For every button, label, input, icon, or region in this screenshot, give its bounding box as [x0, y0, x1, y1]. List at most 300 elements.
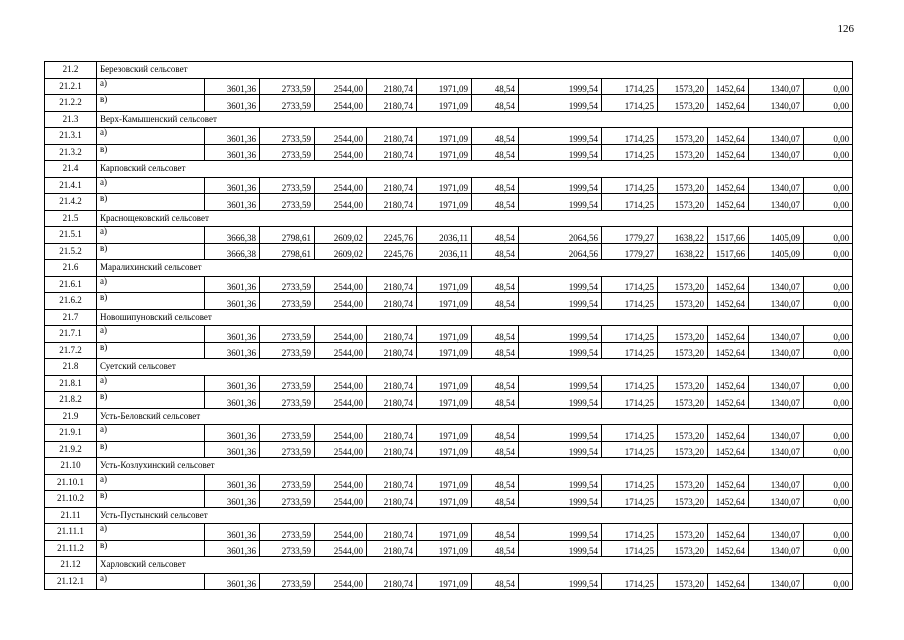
value-cell: 1714,25 [602, 177, 658, 194]
value-cell: 2733,59 [260, 342, 315, 359]
value-cell: 2733,59 [260, 128, 315, 145]
value-cell: 0,00 [804, 573, 853, 590]
section-header-row [45, 210, 853, 227]
value-cell: 48,54 [472, 194, 519, 211]
row-subitem: а) [97, 573, 205, 590]
value-cell: 0,00 [804, 243, 853, 260]
section-header-row [45, 507, 853, 524]
value-cell: 0,00 [804, 540, 853, 557]
value-cell: 1573,20 [658, 326, 708, 343]
value-cell: 2733,59 [260, 78, 315, 95]
value-cell: 1452,64 [708, 194, 749, 211]
value-cell: 48,54 [472, 441, 519, 458]
value-cell: 1517,66 [708, 243, 749, 260]
value-cell: 2733,59 [260, 540, 315, 557]
section-name: Харловский сельсовет [97, 557, 853, 574]
row-code: 21.4.1 [45, 177, 97, 194]
table-row [45, 441, 853, 458]
section-name: Суетский сельсовет [97, 359, 853, 376]
value-cell: 1573,20 [658, 177, 708, 194]
value-cell: 1999,54 [519, 441, 602, 458]
table-row [45, 425, 853, 442]
row-code: 21.6.1 [45, 276, 97, 293]
value-cell: 48,54 [472, 144, 519, 161]
value-cell: 1999,54 [519, 78, 602, 95]
row-subitem: а) [97, 78, 205, 95]
row-code: 21.3.1 [45, 128, 97, 145]
value-cell: 2064,56 [519, 243, 602, 260]
row-code: 21.2.2 [45, 95, 97, 112]
value-cell: 1573,20 [658, 573, 708, 590]
value-cell: 1714,25 [602, 441, 658, 458]
table-row [45, 326, 853, 343]
row-code: 21.8.2 [45, 392, 97, 409]
value-cell: 1999,54 [519, 524, 602, 541]
value-cell: 1452,64 [708, 524, 749, 541]
row-code: 21.10.1 [45, 474, 97, 491]
value-cell: 1971,09 [417, 276, 472, 293]
row-subitem: а) [97, 177, 205, 194]
value-cell: 2733,59 [260, 573, 315, 590]
section-code: 21.4 [45, 161, 97, 178]
value-cell: 0,00 [804, 128, 853, 145]
value-cell: 1573,20 [658, 276, 708, 293]
section-header-row [45, 359, 853, 376]
value-cell: 2180,74 [367, 177, 417, 194]
value-cell: 2733,59 [260, 95, 315, 112]
value-cell: 1971,09 [417, 177, 472, 194]
value-cell: 1452,64 [708, 128, 749, 145]
section-header-row [45, 161, 853, 178]
value-cell: 1573,20 [658, 128, 708, 145]
value-cell: 0,00 [804, 194, 853, 211]
value-cell: 48,54 [472, 392, 519, 409]
row-code: 21.5.2 [45, 243, 97, 260]
section-code: 21.10 [45, 458, 97, 475]
value-cell: 1971,09 [417, 491, 472, 508]
value-cell: 0,00 [804, 425, 853, 442]
value-cell: 2180,74 [367, 524, 417, 541]
table-row [45, 524, 853, 541]
value-cell: 1340,07 [749, 441, 804, 458]
value-cell: 1405,09 [749, 227, 804, 244]
value-cell: 3601,36 [205, 177, 260, 194]
value-cell: 1405,09 [749, 243, 804, 260]
row-code: 21.11.2 [45, 540, 97, 557]
section-name: Усть-Козлухинский сельсовет [97, 458, 853, 475]
value-cell: 2180,74 [367, 128, 417, 145]
value-cell: 1573,20 [658, 293, 708, 310]
value-cell: 3666,38 [205, 243, 260, 260]
value-cell: 48,54 [472, 540, 519, 557]
value-cell: 1714,25 [602, 95, 658, 112]
value-cell: 1452,64 [708, 276, 749, 293]
row-subitem: а) [97, 326, 205, 343]
value-cell: 2544,00 [315, 276, 367, 293]
value-cell: 1714,25 [602, 540, 658, 557]
value-cell: 3601,36 [205, 573, 260, 590]
value-cell: 1452,64 [708, 474, 749, 491]
value-cell: 2245,76 [367, 227, 417, 244]
value-cell: 1340,07 [749, 342, 804, 359]
value-cell: 1340,07 [749, 392, 804, 409]
value-cell: 1971,09 [417, 293, 472, 310]
section-header-row [45, 62, 853, 79]
value-cell: 3601,36 [205, 392, 260, 409]
value-cell: 3601,36 [205, 524, 260, 541]
value-cell: 1452,64 [708, 425, 749, 442]
row-code: 21.4.2 [45, 194, 97, 211]
value-cell: 1714,25 [602, 573, 658, 590]
value-cell: 48,54 [472, 78, 519, 95]
value-cell: 1779,27 [602, 227, 658, 244]
table-row [45, 78, 853, 95]
value-cell: 3601,36 [205, 194, 260, 211]
value-cell: 1573,20 [658, 392, 708, 409]
value-cell: 1999,54 [519, 276, 602, 293]
row-subitem: в) [97, 342, 205, 359]
row-subitem: а) [97, 128, 205, 145]
value-cell: 1714,25 [602, 293, 658, 310]
value-cell: 2544,00 [315, 474, 367, 491]
table-row [45, 573, 853, 590]
section-code: 21.12 [45, 557, 97, 574]
table-row [45, 342, 853, 359]
value-cell: 1999,54 [519, 194, 602, 211]
value-cell: 2544,00 [315, 177, 367, 194]
value-cell: 1714,25 [602, 194, 658, 211]
value-cell: 48,54 [472, 95, 519, 112]
value-cell: 48,54 [472, 177, 519, 194]
value-cell: 2733,59 [260, 293, 315, 310]
value-cell: 1714,25 [602, 78, 658, 95]
table-row [45, 128, 853, 145]
value-cell: 1517,66 [708, 227, 749, 244]
value-cell: 1452,64 [708, 342, 749, 359]
value-cell: 48,54 [472, 342, 519, 359]
value-cell: 0,00 [804, 177, 853, 194]
page-number: 126 [837, 23, 854, 35]
value-cell: 1573,20 [658, 491, 708, 508]
value-cell: 1999,54 [519, 491, 602, 508]
value-cell: 1714,25 [602, 524, 658, 541]
value-cell: 1573,20 [658, 342, 708, 359]
value-cell: 1971,09 [417, 441, 472, 458]
value-cell: 1714,25 [602, 425, 658, 442]
row-subitem: а) [97, 375, 205, 392]
value-cell: 1999,54 [519, 425, 602, 442]
value-cell: 1452,64 [708, 392, 749, 409]
section-code: 21.5 [45, 210, 97, 227]
table-row [45, 491, 853, 508]
value-cell: 2798,61 [260, 227, 315, 244]
value-cell: 1971,09 [417, 540, 472, 557]
value-cell: 0,00 [804, 293, 853, 310]
value-cell: 2245,76 [367, 243, 417, 260]
value-cell: 3666,38 [205, 227, 260, 244]
section-header-row [45, 408, 853, 425]
row-subitem: в) [97, 95, 205, 112]
value-cell: 2544,00 [315, 144, 367, 161]
value-cell: 2180,74 [367, 441, 417, 458]
value-cell: 2733,59 [260, 524, 315, 541]
value-cell: 1638,22 [658, 243, 708, 260]
value-cell: 0,00 [804, 524, 853, 541]
value-cell: 1340,07 [749, 474, 804, 491]
row-subitem: в) [97, 392, 205, 409]
value-cell: 1452,64 [708, 441, 749, 458]
value-cell: 1340,07 [749, 144, 804, 161]
value-cell: 2544,00 [315, 78, 367, 95]
value-cell: 2544,00 [315, 342, 367, 359]
value-cell: 2798,61 [260, 243, 315, 260]
value-cell: 0,00 [804, 78, 853, 95]
value-cell: 2180,74 [367, 194, 417, 211]
value-cell: 1638,22 [658, 227, 708, 244]
value-cell: 1714,25 [602, 342, 658, 359]
value-cell: 0,00 [804, 326, 853, 343]
value-cell: 3601,36 [205, 144, 260, 161]
value-cell: 1971,09 [417, 128, 472, 145]
value-cell: 2180,74 [367, 276, 417, 293]
value-cell: 2733,59 [260, 392, 315, 409]
value-cell: 2180,74 [367, 540, 417, 557]
value-cell: 0,00 [804, 491, 853, 508]
value-cell: 48,54 [472, 227, 519, 244]
section-header-row [45, 260, 853, 277]
value-cell: 0,00 [804, 474, 853, 491]
value-cell: 1573,20 [658, 78, 708, 95]
value-cell: 3601,36 [205, 441, 260, 458]
value-cell: 2180,74 [367, 293, 417, 310]
value-cell: 1573,20 [658, 441, 708, 458]
table-row [45, 243, 853, 260]
value-cell: 1714,25 [602, 491, 658, 508]
section-header-row [45, 111, 853, 128]
row-subitem: в) [97, 194, 205, 211]
value-cell: 1452,64 [708, 177, 749, 194]
section-code: 21.7 [45, 309, 97, 326]
value-cell: 2609,02 [315, 243, 367, 260]
value-cell: 3601,36 [205, 474, 260, 491]
value-cell: 1999,54 [519, 128, 602, 145]
value-cell: 1340,07 [749, 573, 804, 590]
value-cell: 48,54 [472, 276, 519, 293]
row-subitem: а) [97, 524, 205, 541]
table-row [45, 540, 853, 557]
value-cell: 2544,00 [315, 441, 367, 458]
value-cell: 1340,07 [749, 491, 804, 508]
value-cell: 1971,09 [417, 425, 472, 442]
value-cell: 0,00 [804, 392, 853, 409]
section-name: Верх-Камышенский сельсовет [97, 111, 853, 128]
value-cell: 1999,54 [519, 177, 602, 194]
value-cell: 48,54 [472, 524, 519, 541]
value-cell: 1999,54 [519, 573, 602, 590]
value-cell: 3601,36 [205, 128, 260, 145]
value-cell: 1573,20 [658, 425, 708, 442]
value-cell: 2544,00 [315, 425, 367, 442]
value-cell: 1714,25 [602, 276, 658, 293]
row-code: 21.12.1 [45, 573, 97, 590]
value-cell: 2544,00 [315, 540, 367, 557]
value-cell: 3601,36 [205, 276, 260, 293]
row-subitem: в) [97, 491, 205, 508]
section-name: Маралихинский сельсовет [97, 260, 853, 277]
value-cell: 1340,07 [749, 177, 804, 194]
row-code: 21.6.2 [45, 293, 97, 310]
value-cell: 2544,00 [315, 326, 367, 343]
value-cell: 1779,27 [602, 243, 658, 260]
section-name: Карповский сельсовет [97, 161, 853, 178]
value-cell: 1971,09 [417, 375, 472, 392]
value-cell: 1452,64 [708, 78, 749, 95]
value-cell: 2544,00 [315, 375, 367, 392]
row-code: 21.7.1 [45, 326, 97, 343]
row-code: 21.9.1 [45, 425, 97, 442]
value-cell: 1452,64 [708, 95, 749, 112]
row-code: 21.10.2 [45, 491, 97, 508]
section-header-row [45, 458, 853, 475]
value-cell: 48,54 [472, 243, 519, 260]
value-cell: 1573,20 [658, 144, 708, 161]
value-cell: 48,54 [472, 474, 519, 491]
value-cell: 1971,09 [417, 144, 472, 161]
value-cell: 2180,74 [367, 144, 417, 161]
value-cell: 0,00 [804, 276, 853, 293]
value-cell: 1999,54 [519, 326, 602, 343]
value-cell: 1999,54 [519, 392, 602, 409]
table-row [45, 375, 853, 392]
value-cell: 1452,64 [708, 293, 749, 310]
value-cell: 3601,36 [205, 78, 260, 95]
value-cell: 1714,25 [602, 144, 658, 161]
value-cell: 2036,11 [417, 227, 472, 244]
row-code: 21.5.1 [45, 227, 97, 244]
row-subitem: а) [97, 474, 205, 491]
section-code: 21.6 [45, 260, 97, 277]
value-cell: 2544,00 [315, 573, 367, 590]
value-cell: 3601,36 [205, 342, 260, 359]
table-body [45, 62, 853, 590]
section-code: 21.2 [45, 62, 97, 79]
value-cell: 1999,54 [519, 375, 602, 392]
value-cell: 2733,59 [260, 326, 315, 343]
value-cell: 1452,64 [708, 326, 749, 343]
section-name: Краснощековский сельсовет [97, 210, 853, 227]
value-cell: 2733,59 [260, 194, 315, 211]
table-row [45, 392, 853, 409]
section-header-row [45, 309, 853, 326]
row-subitem: а) [97, 227, 205, 244]
value-cell: 3601,36 [205, 326, 260, 343]
value-cell: 48,54 [472, 491, 519, 508]
section-name: Новошипуновский сельсовет [97, 309, 853, 326]
value-cell: 1452,64 [708, 375, 749, 392]
value-cell: 1340,07 [749, 425, 804, 442]
table-row [45, 177, 853, 194]
value-cell: 1573,20 [658, 540, 708, 557]
value-cell: 1340,07 [749, 128, 804, 145]
value-cell: 1340,07 [749, 524, 804, 541]
value-cell: 48,54 [472, 128, 519, 145]
value-cell: 2733,59 [260, 425, 315, 442]
value-cell: 1573,20 [658, 95, 708, 112]
value-cell: 2180,74 [367, 474, 417, 491]
value-cell: 1971,09 [417, 95, 472, 112]
value-cell: 3601,36 [205, 95, 260, 112]
value-cell: 3601,36 [205, 491, 260, 508]
value-cell: 1573,20 [658, 524, 708, 541]
value-cell: 1714,25 [602, 474, 658, 491]
value-cell: 1340,07 [749, 194, 804, 211]
value-cell: 0,00 [804, 441, 853, 458]
value-cell: 2733,59 [260, 144, 315, 161]
value-cell: 1714,25 [602, 375, 658, 392]
value-cell: 2180,74 [367, 573, 417, 590]
value-cell: 1971,09 [417, 474, 472, 491]
value-cell: 2036,11 [417, 243, 472, 260]
value-cell: 2180,74 [367, 425, 417, 442]
value-cell: 48,54 [472, 425, 519, 442]
value-cell: 1573,20 [658, 375, 708, 392]
value-cell: 1971,09 [417, 194, 472, 211]
table-row [45, 293, 853, 310]
value-cell: 1452,64 [708, 540, 749, 557]
value-cell: 1999,54 [519, 95, 602, 112]
value-cell: 2180,74 [367, 375, 417, 392]
value-cell: 1452,64 [708, 144, 749, 161]
value-cell: 2544,00 [315, 524, 367, 541]
table-row [45, 95, 853, 112]
value-cell: 48,54 [472, 293, 519, 310]
section-name: Усть-Беловский сельсовет [97, 408, 853, 425]
value-cell: 1971,09 [417, 78, 472, 95]
section-code: 21.9 [45, 408, 97, 425]
value-cell: 1714,25 [602, 326, 658, 343]
value-cell: 1971,09 [417, 392, 472, 409]
section-code: 21.11 [45, 507, 97, 524]
row-code: 21.2.1 [45, 78, 97, 95]
value-cell: 2733,59 [260, 177, 315, 194]
value-cell: 1971,09 [417, 342, 472, 359]
value-cell: 1340,07 [749, 375, 804, 392]
value-cell: 2180,74 [367, 491, 417, 508]
value-cell: 0,00 [804, 375, 853, 392]
value-cell: 2180,74 [367, 392, 417, 409]
value-cell: 3601,36 [205, 540, 260, 557]
value-cell: 48,54 [472, 326, 519, 343]
row-subitem: в) [97, 243, 205, 260]
row-code: 21.7.2 [45, 342, 97, 359]
value-cell: 48,54 [472, 573, 519, 590]
section-name: Березовский сельсовет [97, 62, 853, 79]
row-code: 21.11.1 [45, 524, 97, 541]
value-cell: 1340,07 [749, 540, 804, 557]
value-cell: 1573,20 [658, 474, 708, 491]
row-code: 21.3.2 [45, 144, 97, 161]
value-cell: 2544,00 [315, 293, 367, 310]
value-cell: 1573,20 [658, 194, 708, 211]
value-cell: 1999,54 [519, 342, 602, 359]
value-cell: 2544,00 [315, 194, 367, 211]
value-cell: 1340,07 [749, 293, 804, 310]
value-cell: 1971,09 [417, 524, 472, 541]
row-subitem: а) [97, 425, 205, 442]
value-cell: 2544,00 [315, 95, 367, 112]
value-cell: 3601,36 [205, 425, 260, 442]
value-cell: 1340,07 [749, 276, 804, 293]
